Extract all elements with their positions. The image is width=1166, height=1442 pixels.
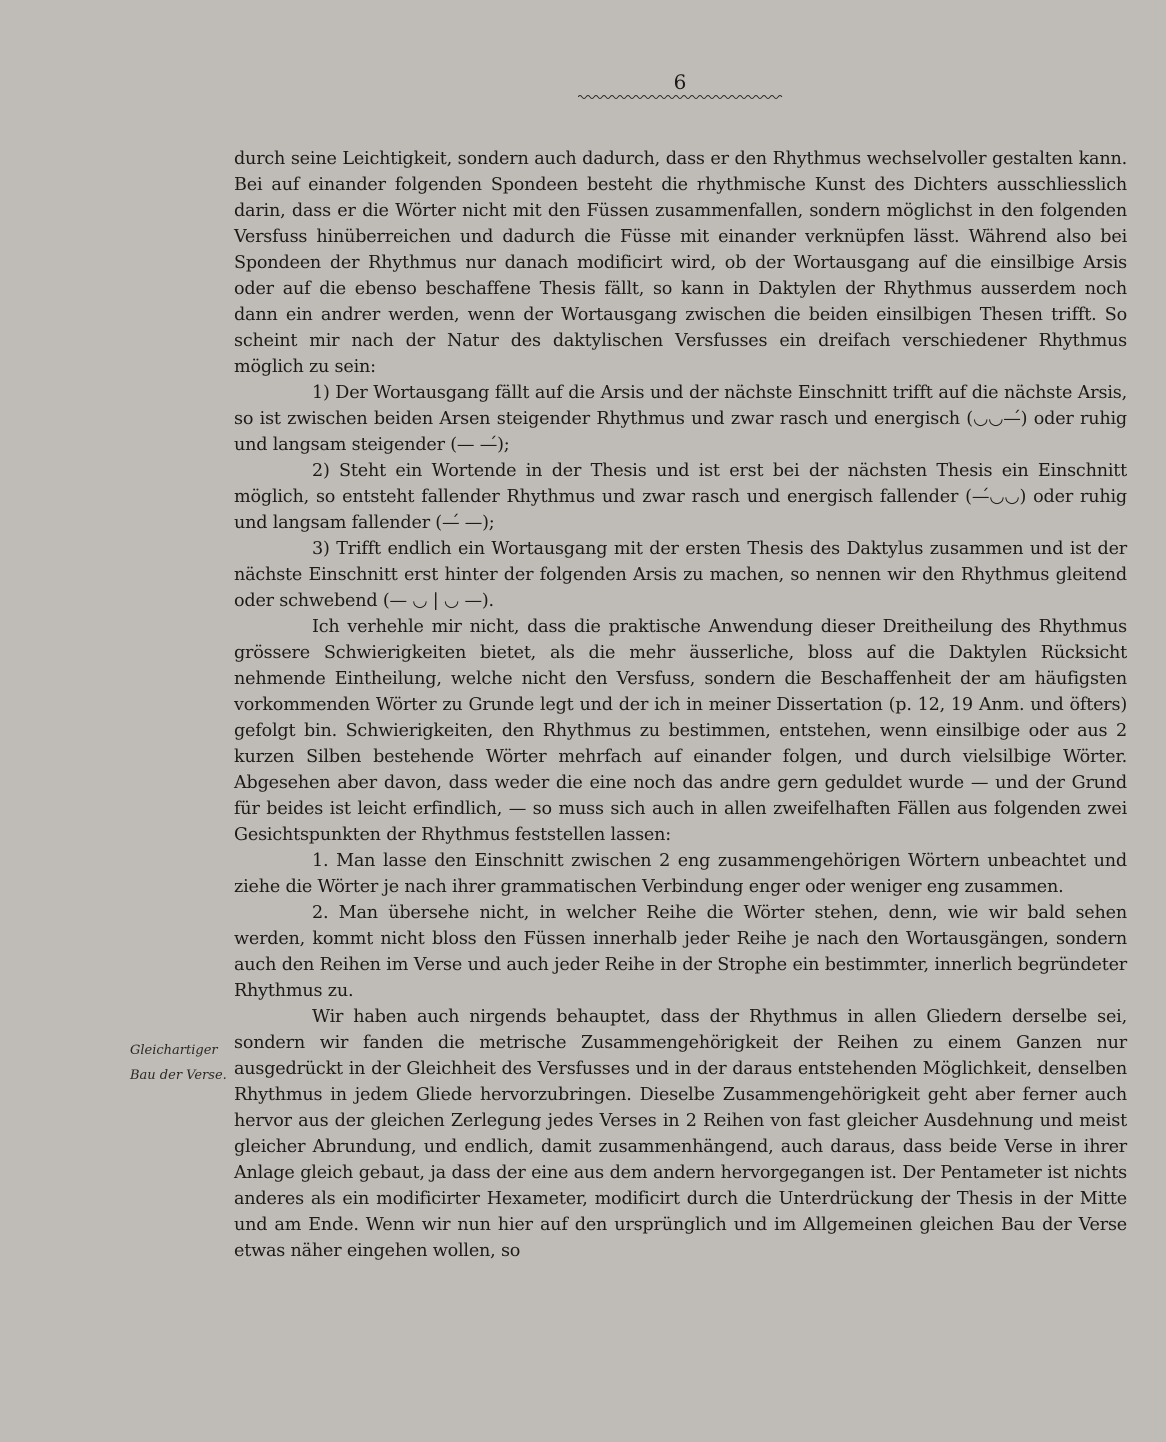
body-text: [234, 146, 1127, 1264]
paragraph-6: 1. Man lasse den Einschnitt zwischen 2 eng zusammengehörigen Wörtern unbeachtet und ziehe die Wörter je nach ihrer grammatischen Verbindung enger oder weniger eng zusammen.: [234, 851, 1127, 897]
paragraph-1: durch seine Leichtigkeit, sondern auch dadurch, dass er den Rhythmus wechselvoller gestalten kann. Bei auf einander folgenden Spondeen besteht die rhythmische Kunst des Dichters ausschliesslich darin, dass er die Wörter nicht mit den Füssen zusammenfallen, sondern möglichst in den folgenden Versfuss hinüberreichen und dadurch die Füsse mit einander verknüpfen lässt. Während also bei Spondeen der Rhythmus nur danach modificirt wird, ob der Wortausgang auf die einsilbige Arsis oder auf die ebenso beschaffene Thesis fällt, so kann in Daktylen der Rhythmus ausserdem noch dann ein andrer werden, wenn der Wortausgang zwischen die beiden einsilbigen Thesen trifft. So scheint mir nach der Natur des daktylischen Versfusses ein dreifach verschiedener Rhythmus möglich zu sein:: [234, 149, 1127, 377]
paragraph-7: 2. Man übersehe nicht, in welcher Reihe die Wörter stehen, denn, wie wir bald sehen werden, kommt nicht bloss den Füssen innerhalb jeder Reihe je nach den Wortausgängen, sondern auch den Reihen im Verse und auch jeder Reihe in der Strophe ein bestimmter, innerlich begründeter Rhythmus zu.: [234, 903, 1127, 1001]
paragraph-8: Wir haben auch nirgends behauptet, dass der Rhythmus in allen Gliedern derselbe sei, sondern wir fanden die metrische Zusammengehörigkeit der Reihen zu einem Ganzen nur ausgedrückt in der Gleichheit des Versfusses und in der daraus entstehenden Möglichkeit, denselben Rhythmus in jedem Gliede hervorzubringen. Dieselbe Zusammengehörigkeit geht aber ferner auch hervor aus der gleichen Zerlegung jedes Verses in 2 Reihen von fast gleicher Ausdehnung und meist gleicher Abrundung, und endlich, damit zusammenhängend, auch daraus, dass beide Verse in ihrer Anlage gleich gebaut, ja dass der eine aus dem andern hervorgegangen ist. Der Pentameter ist nichts anderes als ein modificirter Hexameter, modificirt durch die Unterdrückung der Thesis in der Mitte und am Ende. Wenn wir nun hier auf den ursprünglich und im Allgemeinen gleichen Bau der Verse etwas näher eingehen wollen, so: [234, 1007, 1127, 1261]
paragraph-4: 3) Trifft endlich ein Wortausgang mit der ersten Thesis des Daktylus zusammen und ist der nächste Einschnitt erst hinter der folgenden Arsis zu machen, so nennen wir den Rhythmus gleitend oder schwebend (— ◡ | ◡ —).: [234, 539, 1127, 611]
margin-note-gleichartiger: Gleichartiger: [130, 1043, 218, 1058]
paragraph-2: 1) Der Wortausgang fällt auf die Arsis und der nächste Einschnitt trifft auf die nächste Arsis, so ist zwischen beiden Arsen steigender Rhythmus und zwar rasch und energisch (◡◡—́) oder ruhig und langsam steigender (— —́);: [234, 383, 1127, 455]
paragraph-3: 2) Steht ein Wortende in der Thesis und ist erst bei der nächsten Thesis ein Einschnitt möglich, so entsteht fallender Rhythmus und zwar rasch und energisch fallender (—́◡◡) oder ruhig und langsam fallender (—́ —);: [234, 461, 1127, 533]
page-number: 6: [673, 70, 687, 94]
paragraph-5: Ich verhehle mir nicht, dass die praktische Anwendung dieser Dreitheilung des Rhythmus grössere Schwierigkeiten bietet, als die mehr äusserliche, bloss auf die Daktylen Rücksicht nehmende Eintheilung, welche nicht den Versfuss, sondern die Beschaffenheit der am häufigsten vorkommenden Wörter zu Grunde legt und der ich in meiner Dissertation (p. 12, 19 Anm. und öfters) gefolgt bin. Schwierigkeiten, den Rhythmus zu bestimmen, entstehen, wenn einsilbige oder aus 2 kurzen Silben bestehende Wörter mehrfach auf einander folgen, und durch vielsilbige Wörter. Abgesehen aber davon, dass weder die eine noch das andre gern geduldet wurde — und der Grund für beides ist leicht erfindlich, — so muss sich auch in allen zweifelhaften Fällen aus folgenden zwei Gesichtspunkten der Rhythmus feststellen lassen:: [234, 617, 1127, 845]
margin-note-bau-der-verse: Bau der Verse.: [130, 1068, 227, 1083]
ornamental-rule: [578, 94, 784, 100]
